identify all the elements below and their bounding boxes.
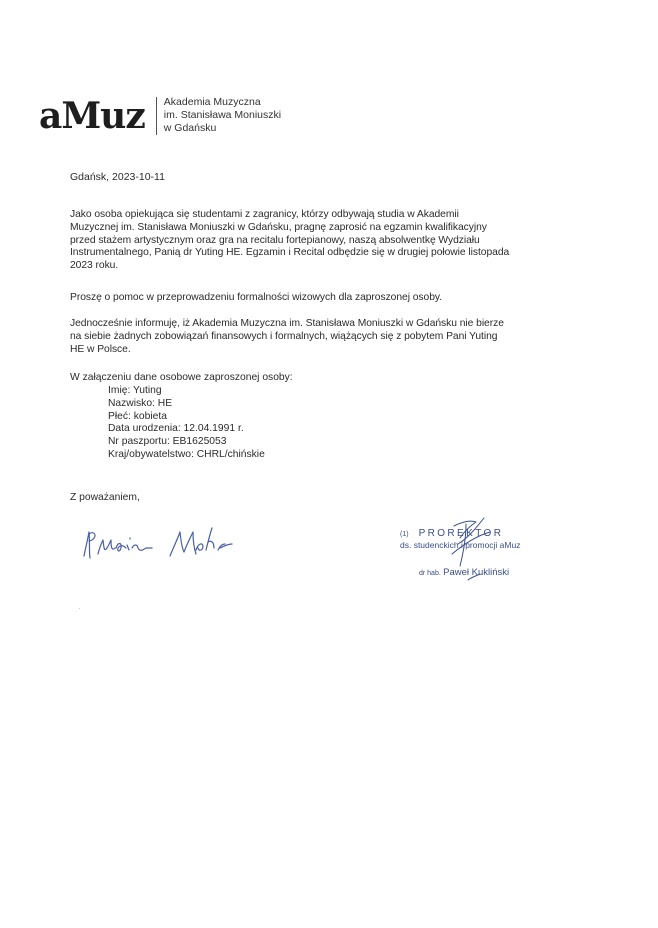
attachment-intro: W załączeniu dane osobowe zaproszonej osoby: [70, 372, 293, 383]
stamp-number: (1) [400, 531, 409, 538]
institution-logo [39, 96, 281, 135]
text-line: Instrumentalnego, Panią dr Yuting HE. Egzamin i Recital odbędzie się w drugiej połowie listopada [70, 247, 510, 259]
text-line: HE w Polsce. [70, 343, 131, 355]
rector-signature [440, 514, 530, 584]
handwritten-signature [80, 518, 250, 568]
text-line: Proszę o pomoc w przeprowadzeniu formalności wizowych dla zaproszonej osoby. [70, 292, 443, 303]
amuz-logo-mark: aMuz [39, 94, 145, 137]
text-line: Jednocześnie informuję, iż Akademia Muzyczna im. Stanisława Moniuszki w Gdańsku nie bierze [70, 318, 504, 329]
logo-divider [156, 97, 157, 135]
institution-line: w Gdańsku [163, 122, 217, 134]
closing-salutation: Z poważaniem, [70, 492, 140, 503]
personal-data-item: Kraj/obywatelstwo: CHRL/chińskie [108, 448, 265, 460]
personal-data-item: Nazwisko: HE [108, 397, 173, 409]
paragraph-visa-request [70, 292, 570, 305]
text-line: przed stażem artystycznym oraz gra na recitalu fortepianowy, naszą absolwentkę Wydziału [70, 234, 480, 246]
institution-line: im. Stanisława Moniuszki [163, 109, 282, 121]
text-line: na siebie żadnych zobowiązań finansowych i formalnych, wiążących się z pobytem Pani Yuting [70, 330, 498, 342]
paragraph-invitation [70, 209, 570, 273]
scan-speck [79, 608, 80, 609]
institution-line: Akademia Muzyczna [163, 96, 261, 108]
personal-data-item: Płeć: kobieta [108, 410, 167, 422]
text-line: 2023 roku. [70, 260, 119, 272]
personal-data-item: Imię: Yuting [108, 385, 162, 396]
text-line: Muzycznej im. Stanisława Moniuszki w Gdańsku, pragnę zaprosić na egzamin kwalifikacyjny [70, 221, 487, 233]
personal-data-item: Nr paszportu: EB1625053 [108, 436, 227, 448]
stamp-department: ds. studenckich i promocji aMuz [400, 540, 521, 550]
text-line: Jako osoba opiekująca się studentami z zagranicy, którzy odbywają studia w Akademii [70, 209, 459, 220]
stamp-role: PROREKTOR [418, 528, 504, 539]
stamp-name-prefix: dr hab. [419, 570, 441, 577]
institution-name [164, 96, 281, 135]
paragraph-obligations [70, 318, 570, 356]
stamp-name: Paweł Kukliński [443, 567, 510, 578]
letter-date: Gdańsk, 2023-10-11 [70, 171, 165, 183]
personal-data-list [108, 385, 265, 462]
personal-data-item: Data urodzenia: 12.04.1991 r. [108, 423, 244, 435]
